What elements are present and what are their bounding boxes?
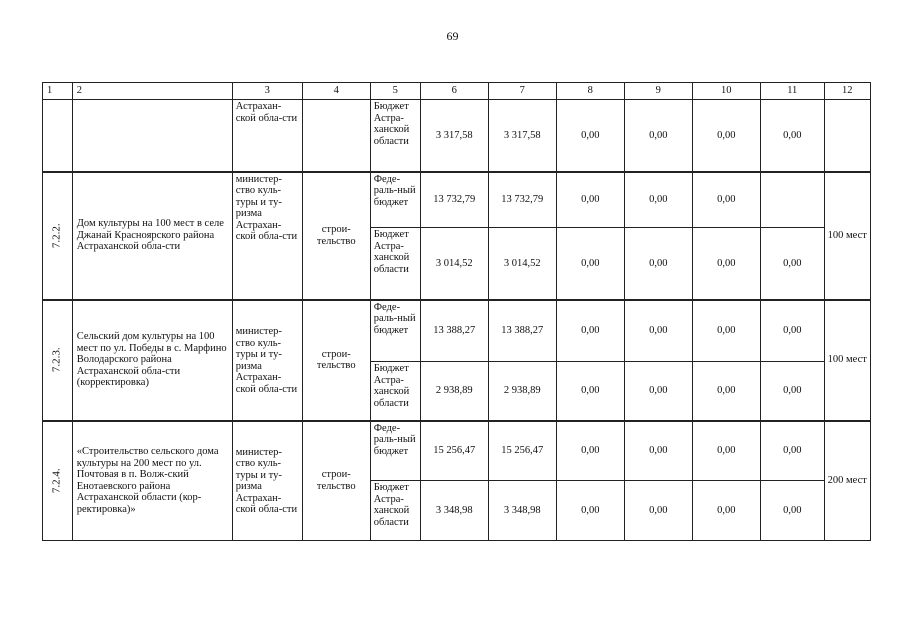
value-cell: 13 732,79 — [420, 172, 488, 228]
value-cell: 0,00 — [692, 362, 760, 421]
empty-cell — [72, 100, 232, 172]
item-name-cell: «Строительство сельского дома культуры на 200 мест по ул. Почтовая в п. Волж-ский Енотаевского района Астраханской области (кор-ректировка)» — [72, 421, 232, 541]
funding-source-cell: Феде-раль-ный бюджет — [370, 300, 420, 362]
value-cell: 0,00 — [692, 481, 760, 541]
value-cell: 0,00 — [760, 100, 824, 172]
value-cell: 0,00 — [692, 100, 760, 172]
value-cell: 0,00 — [556, 300, 624, 362]
item-name-cell: Сельский дом культуры на 100 мест по ул. Победы в с. Марфино Володарского района Астраханской обла-сти (корректировка) — [72, 300, 232, 421]
value-cell: 0,00 — [624, 362, 692, 421]
header-cell: 4 — [302, 83, 370, 100]
value-cell — [760, 172, 824, 228]
header-cell: 8 — [556, 83, 624, 100]
value-cell: 0,00 — [624, 421, 692, 481]
value-cell: 0,00 — [624, 300, 692, 362]
value-cell: 13 388,27 — [488, 300, 556, 362]
value-cell: 15 256,47 — [488, 421, 556, 481]
table-row — [43, 172, 871, 228]
header-cell: 6 — [420, 83, 488, 100]
header-cell: 12 — [824, 83, 870, 100]
value-cell: 3 014,52 — [420, 228, 488, 300]
funding-source-cell: Бюджет Астра-ханской области — [370, 481, 420, 541]
value-cell: 3 348,98 — [488, 481, 556, 541]
header-cell: 5 — [370, 83, 420, 100]
funding-source-cell: Феде-раль-ный бюджет — [370, 421, 420, 481]
value-cell: 3 317,58 — [488, 100, 556, 172]
value-cell: 3 014,52 — [488, 228, 556, 300]
header-row — [43, 83, 871, 100]
work-type-cell: строи-тельство — [302, 172, 370, 300]
capacity-cell: 200 мест — [824, 421, 870, 541]
executor-cell: министер-ство куль-туры и ту-ризма Астрахан-ской обла-сти — [232, 300, 302, 421]
executor-cell: Астрахан-ской обла-сти — [232, 100, 302, 172]
value-cell: 15 256,47 — [420, 421, 488, 481]
item-code: 7.2.3. — [50, 347, 63, 373]
value-cell: 0,00 — [624, 481, 692, 541]
value-cell: 3 348,98 — [420, 481, 488, 541]
value-cell: 0,00 — [760, 300, 824, 362]
item-code: 7.2.2. — [50, 223, 63, 248]
value-cell: 0,00 — [760, 228, 824, 300]
header-cell: 1 — [43, 83, 73, 100]
header-cell: 9 — [624, 83, 692, 100]
value-cell: 2 938,89 — [488, 362, 556, 421]
value-cell: 13 388,27 — [420, 300, 488, 362]
value-cell: 0,00 — [556, 481, 624, 541]
value-cell: 0,00 — [556, 362, 624, 421]
value-cell: 0,00 — [624, 172, 692, 228]
value-cell: 0,00 — [692, 228, 760, 300]
value-cell: 0,00 — [556, 172, 624, 228]
funding-source-cell: Бюджет Астра-ханской области — [370, 100, 420, 172]
value-cell: 0,00 — [760, 421, 824, 481]
value-cell: 3 317,58 — [420, 100, 488, 172]
table-row — [43, 300, 871, 362]
item-code: 7.2.4. — [50, 468, 63, 494]
value-cell: 0,00 — [760, 481, 824, 541]
funding-source-cell: Феде-раль-ный бюджет — [370, 172, 420, 228]
header-cell: 10 — [692, 83, 760, 100]
item-code-cell — [43, 421, 73, 541]
executor-cell: министер-ство куль-туры и ту-ризма Астрахан-ской обла-сти — [232, 421, 302, 541]
header-cell: 3 — [232, 83, 302, 100]
work-type-cell: строи-тельство — [302, 300, 370, 421]
value-cell: 0,00 — [556, 100, 624, 172]
header-cell: 2 — [72, 83, 232, 100]
table-row — [43, 421, 871, 481]
value-cell: 0,00 — [692, 421, 760, 481]
capacity-cell: 100 мест — [824, 300, 870, 421]
value-cell: 0,00 — [556, 421, 624, 481]
value-cell: 0,00 — [624, 228, 692, 300]
empty-cell — [302, 100, 370, 172]
header-cell: 7 — [488, 83, 556, 100]
value-cell: 0,00 — [624, 100, 692, 172]
value-cell: 2 938,89 — [420, 362, 488, 421]
value-cell: 0,00 — [760, 362, 824, 421]
item-code-cell — [43, 172, 73, 300]
capacity-cell: 100 мест — [824, 172, 870, 300]
value-cell: 0,00 — [692, 172, 760, 228]
empty-cell — [43, 100, 73, 172]
work-type-cell: строи-тельство — [302, 421, 370, 541]
executor-cell: министер-ство куль-туры и ту-ризма Астрахан-ской обла-сти — [232, 172, 302, 300]
funding-source-cell: Бюджет Астра-ханской области — [370, 362, 420, 421]
value-cell: 0,00 — [692, 300, 760, 362]
value-cell: 13 732,79 — [488, 172, 556, 228]
budget-table — [42, 82, 871, 541]
funding-source-cell: Бюджет Астра-ханской области — [370, 228, 420, 300]
item-code-cell — [43, 300, 73, 421]
continuation-row — [43, 100, 871, 172]
item-name-cell: Дом культуры на 100 мест в селе Джанай Красноярского района Астраханской обла-сти — [72, 172, 232, 300]
header-cell: 11 — [760, 83, 824, 100]
page-number: 69 — [446, 29, 459, 43]
value-cell: 0,00 — [556, 228, 624, 300]
empty-cell — [824, 100, 870, 172]
